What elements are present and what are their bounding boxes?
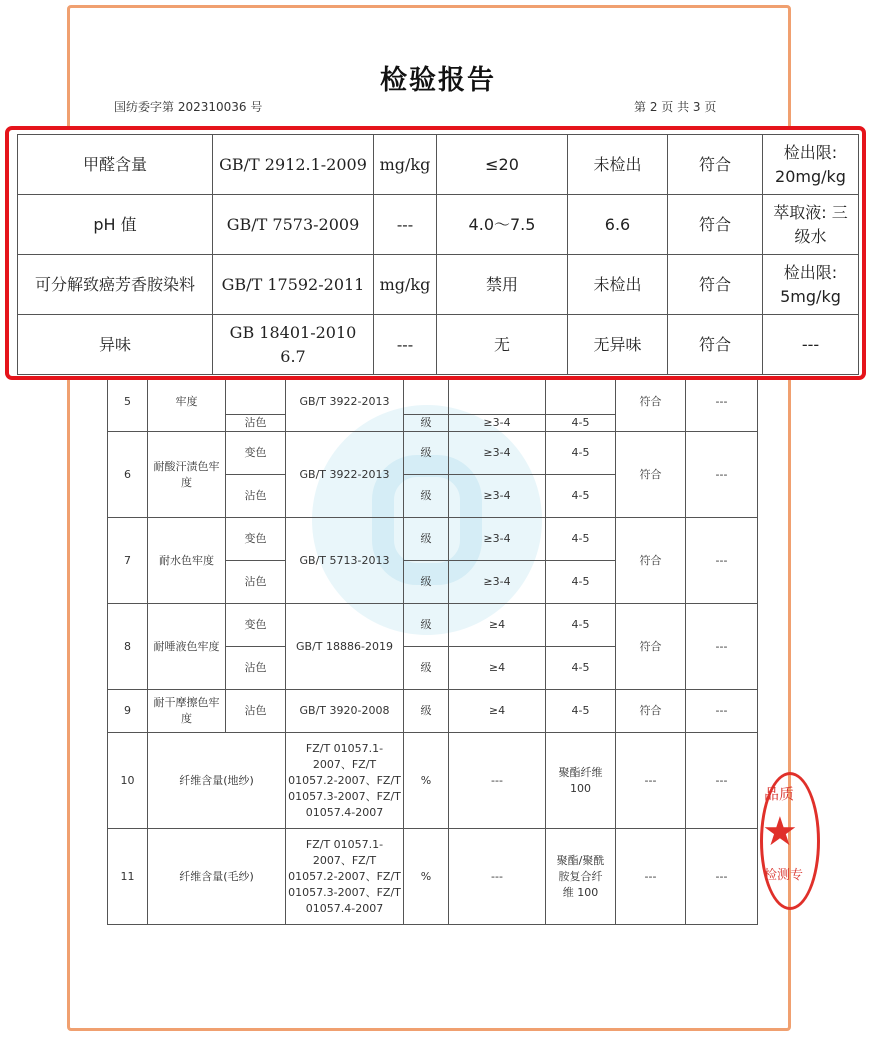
requirement: ≥4 <box>449 690 546 733</box>
result: 无异味 <box>568 315 668 375</box>
zoomed-row-ph <box>18 195 859 255</box>
stamp-text-top: 品质 <box>764 785 795 803</box>
sub-item: 沾色 <box>226 415 286 432</box>
test-item: 耐唾液色牢度 <box>148 604 226 690</box>
row-number: 7 <box>108 518 148 604</box>
verdict: 符合 <box>616 373 686 432</box>
report-number: 国纺委字第 202310036 号 <box>114 100 263 114</box>
note: 检出限: 20mg/kg <box>763 135 859 195</box>
unit: 级 <box>404 518 449 561</box>
test-item: 耐酸汗渍色牢度 <box>148 432 226 518</box>
verdict: 符合 <box>668 135 763 195</box>
test-method: GB/T 5713-2013 <box>286 518 404 604</box>
requirement: ≥4 <box>449 604 546 647</box>
test-method: GB 18401-2010 6.7 <box>213 315 374 375</box>
note: 萃取液: 三级水 <box>763 195 859 255</box>
note: --- <box>686 604 758 690</box>
test-method: GB/T 17592-2011 <box>213 255 374 315</box>
zoomed-results-table <box>17 134 859 375</box>
table-row <box>108 604 758 647</box>
row-number: 6 <box>108 432 148 518</box>
unit: 级 <box>404 561 449 604</box>
test-method: GB/T 2912.1-2009 <box>213 135 374 195</box>
unit: % <box>404 733 449 829</box>
unit: 级 <box>404 415 449 432</box>
requirement: ≥4 <box>449 647 546 690</box>
unit: 级 <box>404 647 449 690</box>
note: --- <box>686 432 758 518</box>
result: 4-5 <box>546 415 616 432</box>
verdict: 符合 <box>668 195 763 255</box>
sub-item: 变色 <box>226 432 286 475</box>
requirement: --- <box>449 733 546 829</box>
table-row <box>108 518 758 561</box>
unit: --- <box>374 195 437 255</box>
row-number: 11 <box>108 829 148 925</box>
table-row <box>108 733 758 829</box>
table-row <box>108 432 758 475</box>
highlight-callout <box>5 126 866 380</box>
verdict: --- <box>616 733 686 829</box>
row-number: 5 <box>108 373 148 432</box>
unit: mg/kg <box>374 135 437 195</box>
note: --- <box>686 373 758 432</box>
sub-item: 变色 <box>226 604 286 647</box>
unit: --- <box>374 315 437 375</box>
row-number: 8 <box>108 604 148 690</box>
result: 4-5 <box>546 690 616 733</box>
test-item: 牢度 <box>148 373 226 432</box>
test-method: GB/T 18886-2019 <box>286 604 404 690</box>
verdict: 符合 <box>616 518 686 604</box>
test-item: 纤维含量(毛纱) <box>148 829 286 925</box>
row-number: 9 <box>108 690 148 733</box>
zoomed-row-azo-dyes <box>18 255 859 315</box>
note: --- <box>686 690 758 733</box>
sub-item: 变色 <box>226 518 286 561</box>
zoomed-row-formaldehyde <box>18 135 859 195</box>
star-icon: ★ <box>762 809 798 855</box>
requirement: ≥3-4 <box>449 415 546 432</box>
test-item: 异味 <box>18 315 213 375</box>
requirement: ≥3-4 <box>449 518 546 561</box>
table-row <box>108 829 758 925</box>
test-method: GB/T 3922-2013 <box>286 373 404 432</box>
verdict: --- <box>616 829 686 925</box>
verdict: 符合 <box>668 315 763 375</box>
note: 检出限: 5mg/kg <box>763 255 859 315</box>
requirement: ≥3-4 <box>449 561 546 604</box>
unit: 级 <box>404 432 449 475</box>
unit: % <box>404 829 449 925</box>
test-item: 耐水色牢度 <box>148 518 226 604</box>
test-method: FZ/T 01057.1-2007、FZ/T 01057.2-2007、FZ/T 01057.3-2007、FZ/T 01057.4-2007 <box>286 733 404 829</box>
requirement: ≤20 <box>437 135 568 195</box>
note: --- <box>686 829 758 925</box>
test-method: GB/T 3920-2008 <box>286 690 404 733</box>
result: 聚酯/聚酰胺复合纤维 100 <box>546 829 616 925</box>
test-method: FZ/T 01057.1-2007、FZ/T 01057.2-2007、FZ/T 01057.3-2007、FZ/T 01057.4-2007 <box>286 829 404 925</box>
results-table <box>107 372 758 925</box>
verdict: 符合 <box>616 604 686 690</box>
requirement: 4.0～7.5 <box>437 195 568 255</box>
result: 4-5 <box>546 561 616 604</box>
test-item: 甲醛含量 <box>18 135 213 195</box>
verdict: 符合 <box>668 255 763 315</box>
sub-item: 沾色 <box>226 647 286 690</box>
unit: 级 <box>404 690 449 733</box>
unit: 级 <box>404 475 449 518</box>
sub-item: 沾色 <box>226 561 286 604</box>
test-method: GB/T 7573-2009 <box>213 195 374 255</box>
test-item: 纤维含量(地纱) <box>148 733 286 829</box>
test-item: 耐干摩擦色牢度 <box>148 690 226 733</box>
requirement: --- <box>449 829 546 925</box>
requirement: ≥3-4 <box>449 475 546 518</box>
note: --- <box>763 315 859 375</box>
result: 4-5 <box>546 475 616 518</box>
test-item: pH 值 <box>18 195 213 255</box>
verdict: 符合 <box>616 432 686 518</box>
verdict: 符合 <box>616 690 686 733</box>
result: 未检出 <box>568 135 668 195</box>
test-method: GB/T 3922-2013 <box>286 432 404 518</box>
note: --- <box>686 518 758 604</box>
stamp-text-bottom: 检测专 <box>764 868 804 883</box>
result: 未检出 <box>568 255 668 315</box>
result: 4-5 <box>546 647 616 690</box>
sub-item: 沾色 <box>226 475 286 518</box>
result: 聚酯纤维 100 <box>546 733 616 829</box>
result: 6.6 <box>568 195 668 255</box>
unit: 级 <box>404 604 449 647</box>
note: --- <box>686 733 758 829</box>
document-title: 检验报告 <box>380 65 496 96</box>
page-indicator: 第 2 页 共 3 页 <box>634 100 717 114</box>
requirement: 无 <box>437 315 568 375</box>
result: 4-5 <box>546 518 616 561</box>
result: 4-5 <box>546 432 616 475</box>
result: 4-5 <box>546 604 616 647</box>
unit: mg/kg <box>374 255 437 315</box>
test-item: 可分解致癌芳香胺染料 <box>18 255 213 315</box>
requirement: 禁用 <box>437 255 568 315</box>
row-number: 10 <box>108 733 148 829</box>
table-row <box>108 690 758 733</box>
zoomed-row-odor <box>18 315 859 375</box>
sub-item: 沾色 <box>226 690 286 733</box>
requirement: ≥3-4 <box>449 432 546 475</box>
